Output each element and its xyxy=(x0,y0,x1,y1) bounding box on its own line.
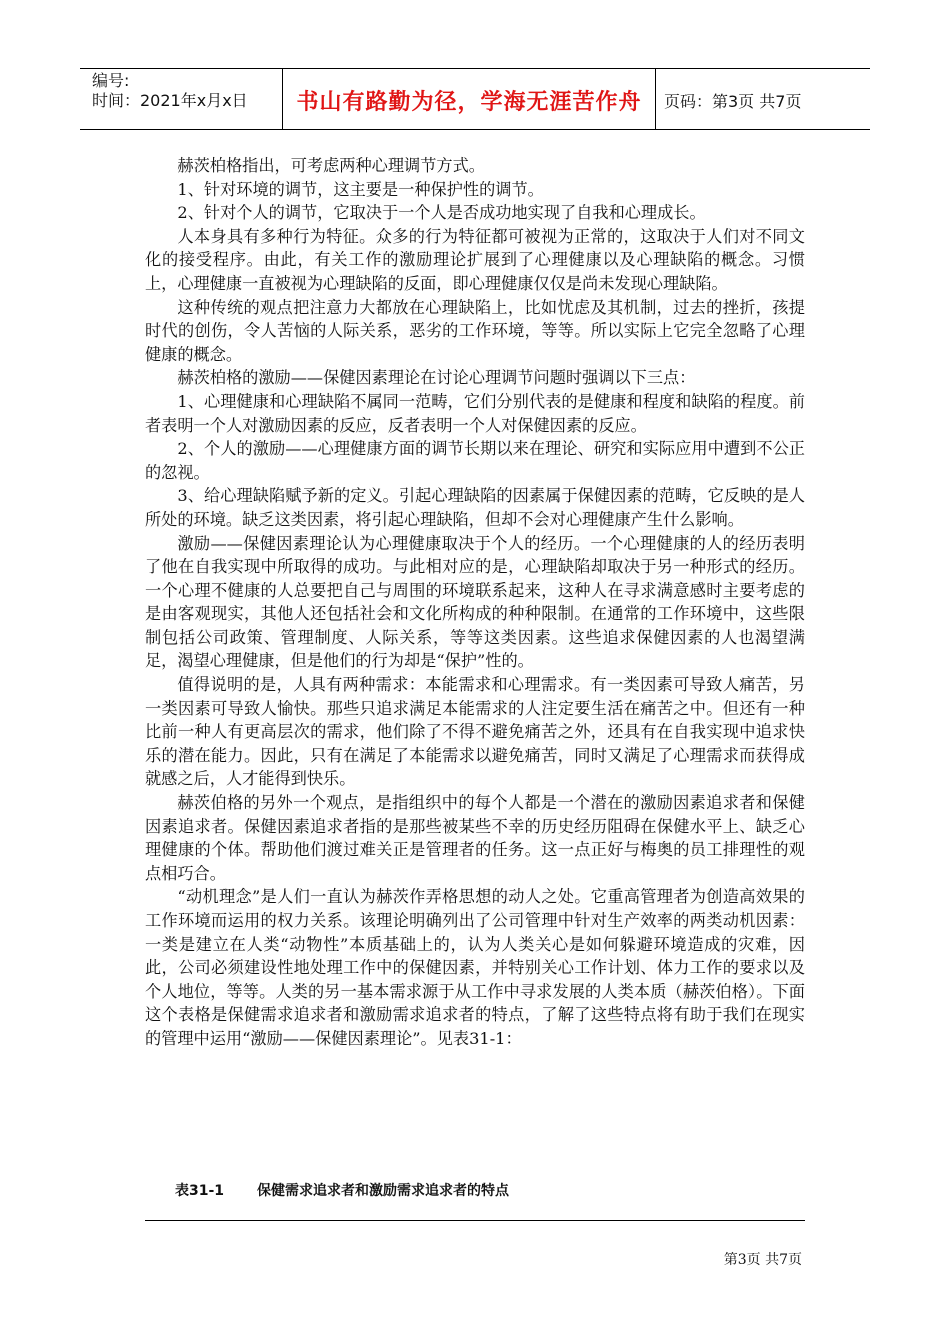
paragraph: “动机理念”是人们一直认为赫茨作弄格思想的动人之处。它重高管理者为创造高效果的工作环境而运用的权力关系。该理论明确列出了公司管理中针对生产效率的两类动机因素：一类是建立在人类“动物性”本质基础上的，认为人类关心是如何躲避环境造成的灾难，因此，公司必须建设性地处理工作中的保健因素，并特别关心工作计划、体力工作的要求以及个人地位，等等。人类的另一基本需求源于从工作中寻求发展的人类本质（赫茨伯格）。下面这个表格是保健需求追求者和激励需求追求者的特点，了解了这些特点将有助于我们在现实的管理中运用“激励——保健因素理论”。见表31-1： xyxy=(145,887,805,1048)
paragraph: 赫茨伯格的另外一个观点，是指组织中的每个人都是一个潜在的激励因素追求者和保健因素追求者。保健因素追求者指的是那些被某些不幸的历史经历阻碍在保健水平上、缺乏心理健康的个体。帮助他们渡过难关正是管理者的任务。这一点正好与梅奥的员工排理性的观点相巧合。 xyxy=(145,793,805,883)
paragraph: 3、给心理缺陷赋予新的定义。引起心理缺陷的因素属于保健因素的范畴，它反映的是人所处的环境。缺乏这类因素，将引起心理缺陷，但却不会对心理健康产生什么影响。 xyxy=(145,486,805,529)
header-motto: 书山有路勤为径，学海无涯苦作舟 xyxy=(296,90,642,115)
table-title: 保健需求追求者和激励需求追求者的特点 xyxy=(257,1183,509,1199)
table-caption xyxy=(175,1180,509,1200)
header-meta xyxy=(92,71,292,111)
page-header xyxy=(80,68,870,130)
paragraph: 2、针对个人的调节，它取决于一个人是否成功地实现了自我和心理成长。 xyxy=(177,203,706,223)
header-divider xyxy=(655,69,656,129)
time-label: 时间：2021年x月x日 xyxy=(92,91,248,110)
paragraph: 值得说明的是，人具有两种需求：本能需求和心理需求。有一类因素可导致人痛苦，另一类因素可导致人愉快。那些只追求满足本能需求的人注定要生活在痛苦之中。但还有一种比前一种人有更高层次的需求，他们除了不得不避免痛苦之外，还具有在自我实现中追求快乐的潜在能力。因此，只有在满足了本能需求以避免痛苦，同时又满足了心理需求而获得成就感之后，人才能得到快乐。 xyxy=(145,675,805,789)
paragraph: 赫茨柏格的激励——保健因素理论在讨论心理调节问题时强调以下三点： xyxy=(177,368,696,388)
page-footer: 第3页 共7页 xyxy=(723,1252,802,1268)
document-body xyxy=(145,154,805,1051)
table-top-rule xyxy=(145,1220,805,1221)
paragraph: 2、个人的激励——心理健康方面的调节长期以来在理论、研究和实际应用中遭到不公正的忽视。 xyxy=(145,439,805,482)
paragraph: 赫茨柏格指出，可考虑两种心理调节方式。 xyxy=(177,156,485,175)
serial-label: 编号: xyxy=(92,71,130,90)
paragraph: 人本身具有多种行为特征。众多的行为特征都可被视为正常的，这取决于人们对不同文化的接受程序。由此，有关工作的激励理论扩展到了心理健康以及心理缺陷的概念。习惯上，心理健康一直被视为心理缺陷的反面，即心理健康仅仅是尚未发现心理缺陷。 xyxy=(145,226,805,293)
header-page-code: 页码：第3页 共7页 xyxy=(664,92,802,111)
paragraph: 这种传统的观点把注意力大都放在心理缺陷上，比如忧虑及其机制，过去的挫折，孩提时代的创伤，令人苦恼的人际关系，恶劣的工作环境，等等。所以实际上它完全忽略了心理健康的概念。 xyxy=(145,297,805,364)
paragraph: 1、针对环境的调节，这主要是一种保护性的调节。 xyxy=(177,179,544,199)
table-number: 表31-1 xyxy=(175,1183,225,1199)
paragraph: 1、心理健康和心理缺陷不属同一范畴，它们分别代表的是健康和程度和缺陷的程度。前者表明一个人对激励因素的反应，反者表明一个人对保健因素的反应。 xyxy=(145,391,805,435)
paragraph: 激励——保健因素理论认为心理健康取决于个人的经历。一个心理健康的人的经历表明了他在自我实现中所取得的成功。与此相对应的是，心理缺陷却取决于另一种形式的经历。一个心理不健康的人总要把自己与周围的环境联系起来，这种人在寻求满意感时主要考虑的是由客观现实，其他人还包括社会和文化所构成的种种限制。在通常的工作环境中，这些限制包括公司政策、管理制度、人际关系，等等这类因素。这些追求保健因素的人也渴望满足，渴望心理健康，但是他们的行为却是“保护”性的。 xyxy=(145,533,805,671)
